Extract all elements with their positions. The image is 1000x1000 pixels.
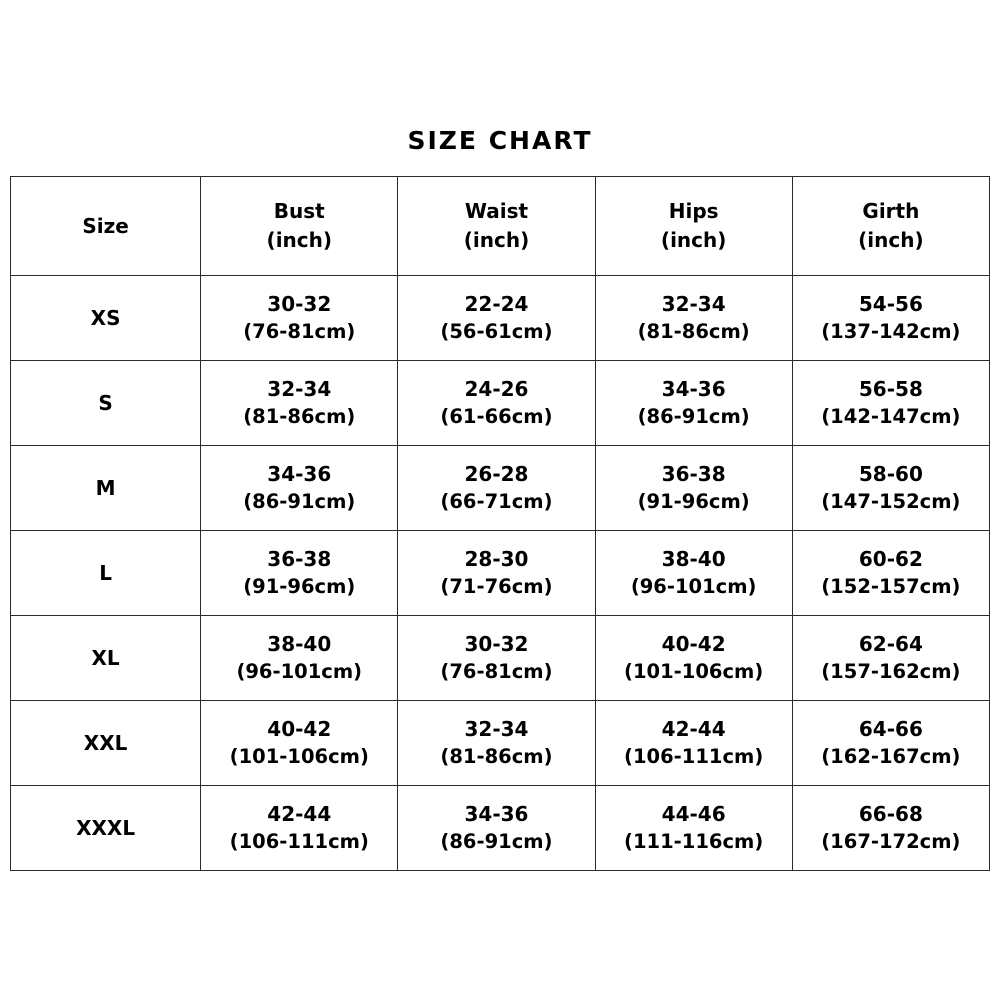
cell-girth	[792, 446, 989, 531]
cell-hips-inch: 42-44	[661, 717, 726, 742]
cell-bust-cm: (81-86cm)	[243, 405, 356, 429]
cell-hips-cm: (106-111cm)	[624, 745, 764, 769]
cell-girth-inch: 58-60	[858, 462, 923, 487]
cell-bust-inch: 38-40	[267, 632, 332, 657]
column-header-hips-unit: (inch)	[660, 228, 727, 252]
cell-hips-cm: (81-86cm)	[637, 320, 750, 344]
cell-bust	[201, 446, 398, 531]
cell-hips-inch: 44-46	[661, 802, 726, 827]
cell-girth	[792, 616, 989, 701]
cell-waist	[398, 361, 595, 446]
table-body	[11, 276, 990, 871]
table-row	[11, 616, 990, 701]
cell-girth-inch: 62-64	[858, 632, 923, 657]
cell-hips	[595, 786, 792, 871]
cell-hips	[595, 361, 792, 446]
page-title: SIZE CHART	[407, 126, 593, 155]
column-header-girth-unit: (inch)	[858, 228, 924, 252]
cell-hips-inch: 36-38	[661, 462, 726, 487]
cell-girth-cm: (147-152cm)	[821, 490, 961, 514]
cell-bust	[201, 616, 398, 701]
cell-girth	[792, 701, 989, 786]
cell-bust	[201, 786, 398, 871]
cell-bust-inch: 42-44	[267, 802, 332, 827]
cell-waist	[398, 531, 595, 616]
cell-waist-inch: 26-28	[464, 462, 529, 487]
column-header-size	[11, 177, 201, 276]
cell-waist	[398, 616, 595, 701]
cell-hips	[595, 276, 792, 361]
table-header	[11, 177, 990, 276]
cell-girth-inch: 60-62	[858, 547, 923, 572]
cell-waist	[398, 446, 595, 531]
table-header-row	[11, 177, 990, 276]
cell-hips	[595, 446, 792, 531]
cell-bust-inch: 32-34	[267, 377, 332, 402]
size-chart-table	[10, 176, 990, 871]
column-header-size-label: Size	[82, 213, 129, 238]
cell-hips-inch: 40-42	[661, 632, 726, 657]
cell-size: XXXL	[11, 786, 201, 871]
cell-bust-cm: (76-81cm)	[243, 320, 356, 344]
column-header-bust	[201, 177, 398, 276]
cell-bust-cm: (86-91cm)	[243, 490, 356, 514]
cell-girth-cm: (157-162cm)	[821, 660, 961, 684]
column-header-waist	[398, 177, 595, 276]
cell-bust-cm: (96-101cm)	[236, 660, 363, 684]
cell-waist-cm: (56-61cm)	[440, 320, 553, 344]
column-header-girth-label: Girth	[862, 199, 920, 223]
cell-girth-inch: 66-68	[858, 802, 923, 827]
column-header-waist-unit: (inch)	[463, 228, 530, 252]
cell-waist	[398, 701, 595, 786]
cell-hips-cm: (101-106cm)	[624, 660, 764, 684]
table-row	[11, 531, 990, 616]
cell-bust	[201, 701, 398, 786]
cell-hips-cm: (111-116cm)	[624, 830, 764, 854]
column-header-hips-label: Hips	[668, 199, 719, 223]
cell-hips	[595, 701, 792, 786]
cell-bust-cm: (91-96cm)	[243, 575, 356, 599]
cell-bust-inch: 40-42	[267, 717, 332, 742]
cell-waist	[398, 786, 595, 871]
cell-size: XL	[11, 616, 201, 701]
cell-waist-cm: (66-71cm)	[440, 490, 553, 514]
cell-girth-cm: (162-167cm)	[821, 745, 961, 769]
column-header-girth	[792, 177, 989, 276]
cell-hips	[595, 531, 792, 616]
cell-bust-inch: 36-38	[267, 547, 332, 572]
cell-waist	[398, 276, 595, 361]
table-row	[11, 786, 990, 871]
cell-girth	[792, 786, 989, 871]
size-chart-table-wrapper	[10, 176, 990, 871]
column-header-bust-label: Bust	[273, 199, 325, 223]
table-row	[11, 361, 990, 446]
cell-size: L	[11, 531, 201, 616]
cell-waist-inch: 34-36	[464, 802, 529, 827]
cell-hips-cm: (86-91cm)	[637, 405, 750, 429]
cell-size: S	[11, 361, 201, 446]
cell-size: M	[11, 446, 201, 531]
table-row	[11, 701, 990, 786]
column-header-hips	[595, 177, 792, 276]
cell-girth-inch: 64-66	[858, 717, 923, 742]
cell-girth-cm: (142-147cm)	[821, 405, 961, 429]
cell-size: XS	[11, 276, 201, 361]
column-header-waist-label: Waist	[464, 199, 529, 223]
cell-hips-inch: 38-40	[661, 547, 726, 572]
cell-waist-inch: 22-24	[464, 292, 529, 317]
cell-girth	[792, 361, 989, 446]
table-row	[11, 276, 990, 361]
cell-hips-cm: (96-101cm)	[630, 575, 757, 599]
cell-size: XXL	[11, 701, 201, 786]
cell-bust	[201, 361, 398, 446]
cell-hips-inch: 34-36	[661, 377, 726, 402]
cell-bust-inch: 34-36	[267, 462, 332, 487]
cell-waist-cm: (86-91cm)	[440, 830, 553, 854]
cell-girth-cm: (167-172cm)	[821, 830, 961, 854]
cell-waist-cm: (61-66cm)	[440, 405, 553, 429]
cell-bust	[201, 276, 398, 361]
cell-hips-cm: (91-96cm)	[637, 490, 750, 514]
cell-bust-cm: (101-106cm)	[229, 745, 369, 769]
cell-girth-inch: 54-56	[858, 292, 923, 317]
cell-hips-inch: 32-34	[661, 292, 726, 317]
column-header-bust-unit: (inch)	[266, 228, 333, 252]
cell-girth-cm: (152-157cm)	[821, 575, 961, 599]
cell-girth	[792, 276, 989, 361]
cell-bust	[201, 531, 398, 616]
table-row	[11, 446, 990, 531]
cell-waist-inch: 28-30	[464, 547, 529, 572]
cell-waist-inch: 30-32	[464, 632, 529, 657]
cell-bust-cm: (106-111cm)	[229, 830, 369, 854]
cell-girth	[792, 531, 989, 616]
cell-waist-cm: (76-81cm)	[440, 660, 553, 684]
cell-waist-inch: 24-26	[464, 377, 529, 402]
cell-hips	[595, 616, 792, 701]
cell-waist-cm: (81-86cm)	[440, 745, 553, 769]
cell-waist-inch: 32-34	[464, 717, 529, 742]
cell-girth-cm: (137-142cm)	[821, 320, 961, 344]
cell-bust-inch: 30-32	[267, 292, 332, 317]
cell-girth-inch: 56-58	[858, 377, 923, 402]
cell-waist-cm: (71-76cm)	[440, 575, 553, 599]
